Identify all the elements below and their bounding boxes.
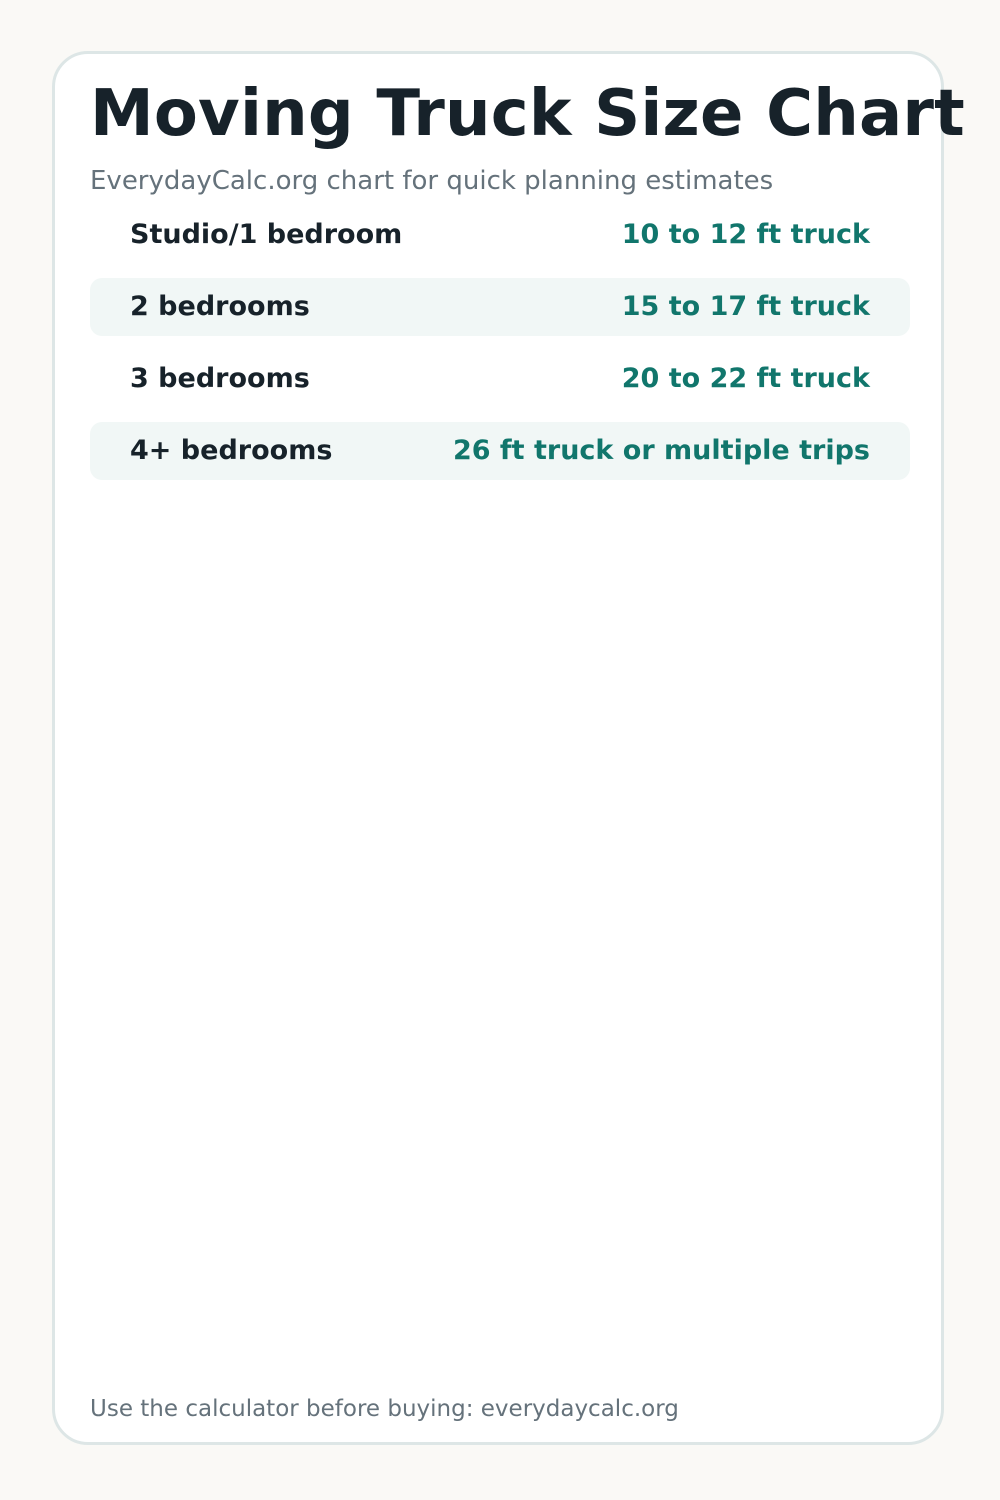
table-row — [90, 350, 910, 408]
chart-subtitle: EverydayCalc.org chart for quick planning estimates — [90, 166, 774, 196]
truck-size-cell: 20 to 22 ft truck — [621, 363, 870, 394]
truck-size-cell: 10 to 12 ft truck — [621, 219, 870, 250]
table-row — [90, 422, 910, 480]
table-row — [90, 278, 910, 336]
truck-size-cell: 26 ft truck or multiple trips — [452, 435, 870, 466]
chart-title: Moving Truck Size Chart — [90, 77, 965, 151]
home-size-cell: 4+ bedrooms — [130, 435, 333, 466]
truck-size-cell: 15 to 17 ft truck — [621, 291, 870, 322]
home-size-cell: 3 bedrooms — [130, 363, 310, 394]
truck-size-table — [90, 206, 910, 494]
home-size-cell: Studio/1 bedroom — [130, 219, 403, 250]
footer-note: Use the calculator before buying: everydaycalc.org — [90, 1396, 679, 1422]
table-row — [90, 206, 910, 264]
home-size-cell: 2 bedrooms — [130, 291, 310, 322]
